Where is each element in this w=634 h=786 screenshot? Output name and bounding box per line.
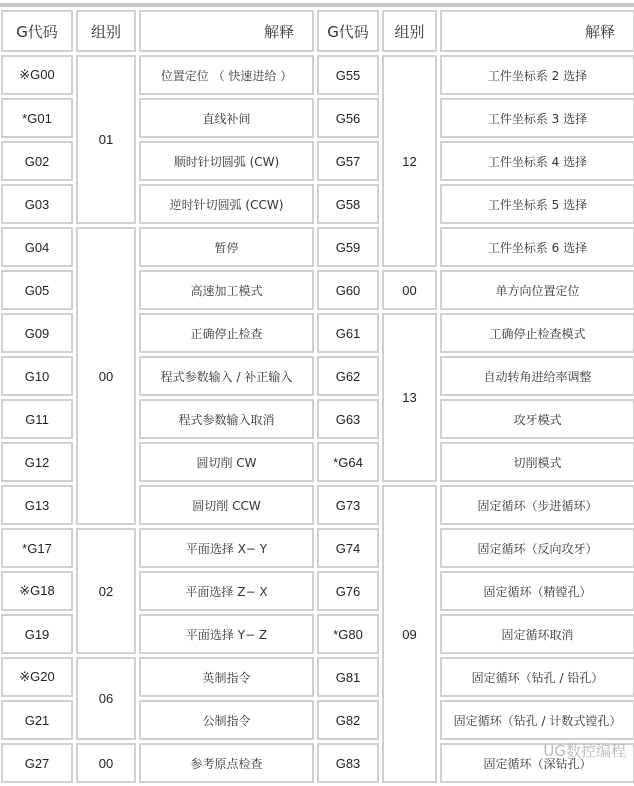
- g-code: G82: [317, 700, 379, 740]
- g-code: G81: [317, 657, 379, 697]
- header-explanation-2: 解释: [440, 10, 634, 52]
- group-cell: 00: [76, 227, 136, 525]
- group-cell: 00: [76, 743, 136, 783]
- explanation: 位置定位 （ 快速进给 ）: [139, 55, 314, 95]
- header-g-code: G代码: [1, 10, 73, 52]
- explanation: 固定循环（钻孔 / 铅孔）: [440, 657, 634, 697]
- table-row: [1, 227, 634, 267]
- explanation: 工件坐标系 2 选择: [440, 55, 634, 95]
- explanation: 工件坐标系 4 选择: [440, 141, 634, 181]
- explanation: 固定循环（钻孔 / 计数式镗孔）: [440, 700, 634, 740]
- explanation: 逆时针切圆弧 (CCW): [139, 184, 314, 224]
- g-code: ※G20: [1, 657, 73, 697]
- g-code: G13: [1, 485, 73, 525]
- g-code: G59: [317, 227, 379, 267]
- g-code: G04: [1, 227, 73, 267]
- explanation: 工件坐标系 3 选择: [440, 98, 634, 138]
- explanation: 高速加工模式: [139, 270, 314, 310]
- g-code: G63: [317, 399, 379, 439]
- g-code: G10: [1, 356, 73, 396]
- g-code: *G64: [317, 442, 379, 482]
- g-code: ※G00: [1, 55, 73, 95]
- group-cell: 02: [76, 528, 136, 654]
- explanation: 单方向位置定位: [440, 270, 634, 310]
- g-code: G60: [317, 270, 379, 310]
- g-code: G05: [1, 270, 73, 310]
- group-cell: 00: [382, 270, 437, 310]
- explanation: 平面选择 Z− X: [139, 571, 314, 611]
- explanation: 固定循环取消: [440, 614, 634, 654]
- explanation: 圆切削 CCW: [139, 485, 314, 525]
- g-code-table: [0, 3, 634, 786]
- explanation: 直线补间: [139, 98, 314, 138]
- explanation: 程式参数输入取消: [139, 399, 314, 439]
- explanation: 圆切削 CW: [139, 442, 314, 482]
- g-code: G55: [317, 55, 379, 95]
- g-code: ※G18: [1, 571, 73, 611]
- group-cell: 06: [76, 657, 136, 740]
- g-code: *G80: [317, 614, 379, 654]
- g-code: G12: [1, 442, 73, 482]
- explanation: 固定循环（精镗孔）: [440, 571, 634, 611]
- header-row: [1, 10, 634, 52]
- g-code: G76: [317, 571, 379, 611]
- g-code: G11: [1, 399, 73, 439]
- g-code: G62: [317, 356, 379, 396]
- explanation: 工件坐标系 6 选择: [440, 227, 634, 267]
- g-code: G57: [317, 141, 379, 181]
- table-row: [1, 657, 634, 697]
- explanation: 参考原点检查: [139, 743, 314, 783]
- g-code: G61: [317, 313, 379, 353]
- explanation: 英制指令: [139, 657, 314, 697]
- explanation: 顺时针切圆弧 (CW): [139, 141, 314, 181]
- explanation: 正确停止检查: [139, 313, 314, 353]
- g-code: *G17: [1, 528, 73, 568]
- explanation: 程式参数输入 / 补正输入: [139, 356, 314, 396]
- watermark: UG数控编程: [543, 742, 626, 760]
- g-code: G74: [317, 528, 379, 568]
- group-cell: 13: [382, 313, 437, 482]
- group-cell: 01: [76, 55, 136, 224]
- g-code: G27: [1, 743, 73, 783]
- group-cell: 12: [382, 55, 437, 267]
- explanation: 固定循环（步进循环）: [440, 485, 634, 525]
- g-code: G58: [317, 184, 379, 224]
- explanation: 暂停: [139, 227, 314, 267]
- g-code: G02: [1, 141, 73, 181]
- explanation: 平面选择 X− Y: [139, 528, 314, 568]
- explanation: 自动转角进给率调整: [440, 356, 634, 396]
- table-row: [1, 743, 634, 783]
- g-code: G03: [1, 184, 73, 224]
- explanation: 工确停止检查模式: [440, 313, 634, 353]
- explanation: 攻牙模式: [440, 399, 634, 439]
- header-group: 组别: [76, 10, 136, 52]
- explanation: 切削模式: [440, 442, 634, 482]
- table-row: [1, 528, 634, 568]
- g-code: G83: [317, 743, 379, 783]
- explanation: 平面选择 Y− Z: [139, 614, 314, 654]
- explanation: 固定循环（反向攻牙）: [440, 528, 634, 568]
- g-code: G73: [317, 485, 379, 525]
- g-code: *G01: [1, 98, 73, 138]
- explanation: 工件坐标系 5 选择: [440, 184, 634, 224]
- explanation: 固定循环（深钻孔）: [440, 743, 634, 783]
- group-cell: 09: [382, 485, 437, 783]
- g-code: G21: [1, 700, 73, 740]
- header-group-2: 组别: [382, 10, 437, 52]
- table-row: [1, 55, 634, 95]
- header-explanation: 解释: [139, 10, 314, 52]
- g-code: G56: [317, 98, 379, 138]
- explanation: 公制指令: [139, 700, 314, 740]
- g-code: G09: [1, 313, 73, 353]
- g-code: G19: [1, 614, 73, 654]
- header-g-code-2: G代码: [317, 10, 379, 52]
